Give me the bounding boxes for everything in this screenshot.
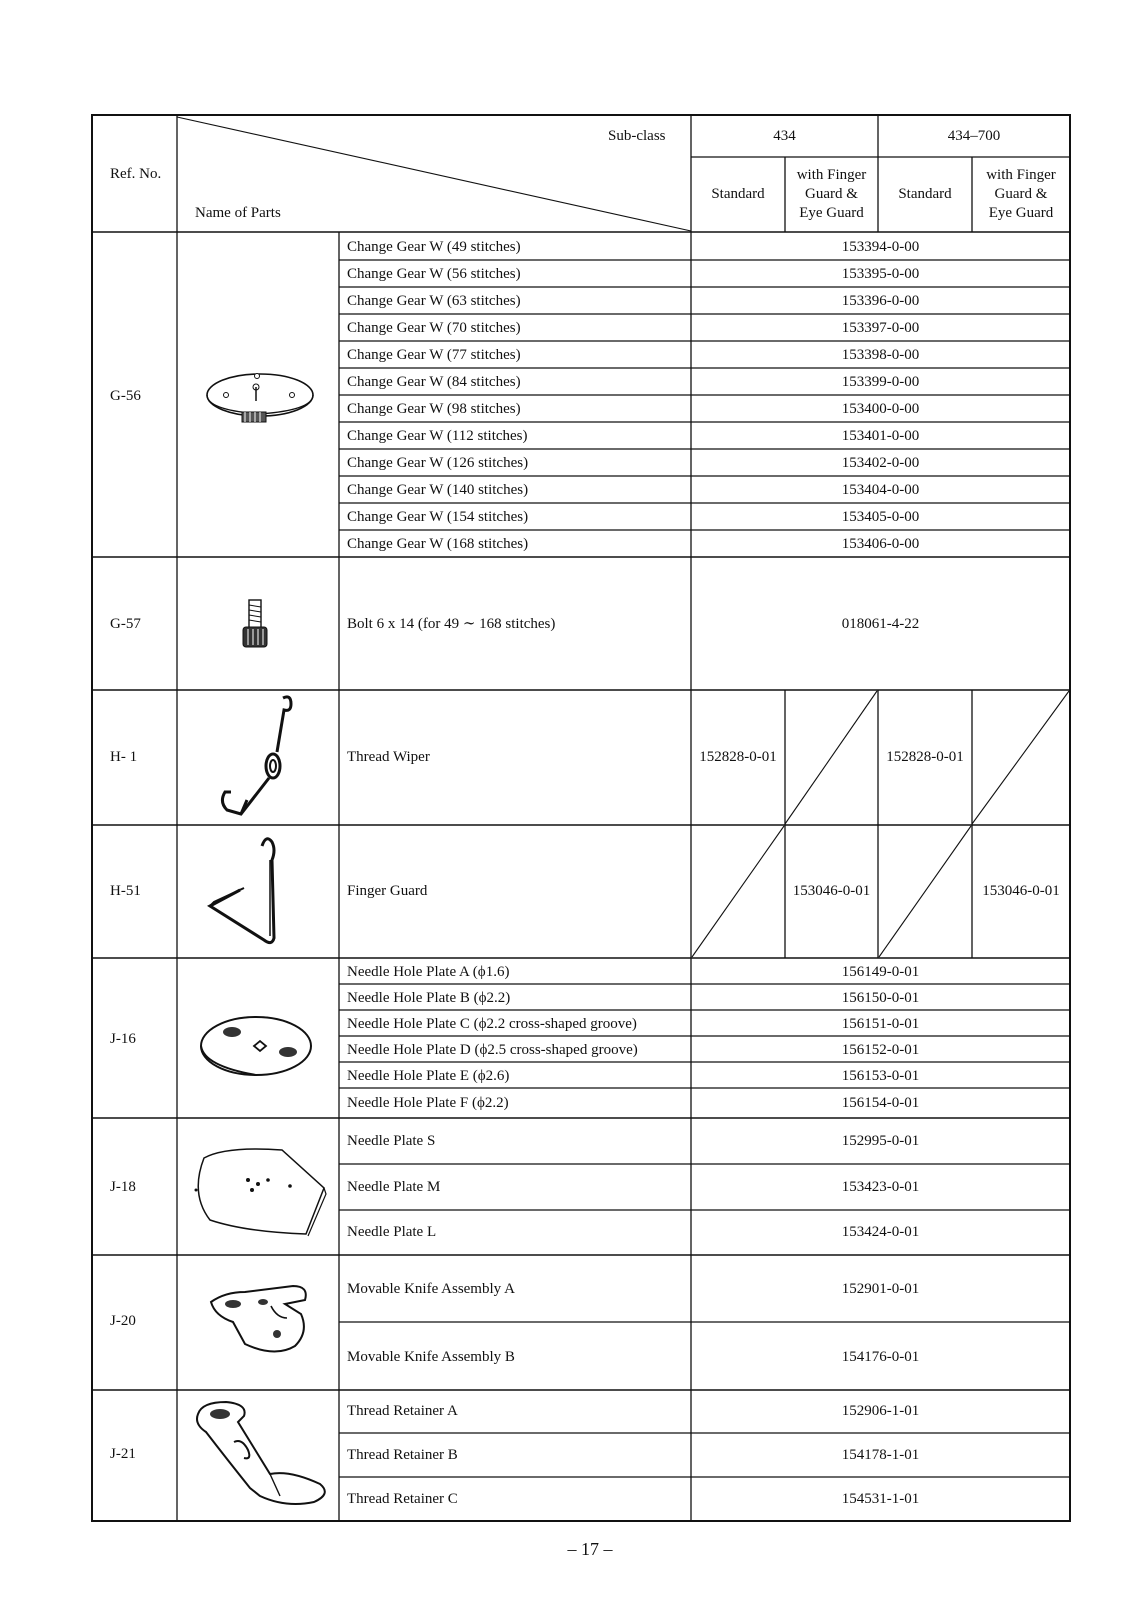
part-name: Needle Hole Plate F (ϕ2.2) [347, 1095, 509, 1111]
part-name: Needle Hole Plate B (ϕ2.2) [347, 990, 511, 1006]
part-number: 156149-0-01 [841, 964, 920, 980]
part-number-h51-434-700-fg: 153046-0-01 [982, 883, 1060, 899]
part-number-h1-434-standard: 152828-0-01 [699, 749, 777, 765]
header-434-700-standard: Standard [898, 186, 952, 202]
part-name: Thread Retainer B [347, 1447, 458, 1463]
part-name: Needle Hole Plate E (ϕ2.6) [347, 1068, 510, 1084]
ref-j20: J-20 [110, 1313, 136, 1329]
part-name: Change Gear W (77 stitches) [347, 347, 521, 363]
part-number: 156151-0-01 [841, 1016, 920, 1032]
part-name: Change Gear W (56 stitches) [347, 266, 521, 282]
thread-wiper-icon [205, 692, 300, 822]
part-number: 154176-0-01 [841, 1349, 920, 1365]
part-number: 153399-0-00 [841, 374, 920, 390]
part-name: Change Gear W (70 stitches) [347, 320, 521, 336]
change-gear-icon [200, 365, 320, 435]
part-number: 156152-0-01 [841, 1042, 920, 1058]
part-name: Change Gear W (49 stitches) [347, 239, 521, 255]
page-number: – 17 – [567, 1539, 613, 1559]
part-name: Change Gear W (140 stitches) [347, 482, 529, 498]
part-number: 153398-0-00 [841, 347, 920, 363]
part-name: Change Gear W (154 stitches) [347, 509, 529, 525]
ref-h1: H- 1 [110, 749, 138, 765]
part-number: 156153-0-01 [841, 1068, 920, 1084]
finger-guard-icon [200, 830, 300, 950]
part-name: Thread Retainer C [347, 1491, 458, 1507]
part-number: 153404-0-00 [841, 482, 920, 498]
part-number: 153396-0-00 [841, 293, 920, 309]
part-number-h1-434-700-standard: 152828-0-01 [886, 749, 964, 765]
part-name: Change Gear W (84 stitches) [347, 374, 521, 390]
part-name: Thread Retainer A [347, 1403, 458, 1419]
ref-g56: G-56 [110, 388, 141, 404]
part-number: 152906-1-01 [841, 1403, 920, 1419]
thread-retainer-icon [190, 1398, 335, 1514]
part-name: Change Gear W (112 stitches) [347, 428, 528, 444]
part-number: 153394-0-00 [841, 239, 920, 255]
header-434-with-finger-guard: with Finger Guard & Eye Guard [796, 167, 867, 221]
part-number: 152901-0-01 [841, 1281, 920, 1297]
part-name-finger-guard: Finger Guard [347, 883, 428, 899]
part-name: Change Gear W (126 stitches) [347, 455, 529, 471]
part-number: 153406-0-00 [841, 536, 920, 552]
part-number: 153401-0-00 [841, 428, 920, 444]
part-name: Change Gear W (98 stitches) [347, 401, 521, 417]
header-class-434-700: 434–700 [947, 128, 1001, 144]
part-name: Movable Knife Assembly A [347, 1281, 515, 1297]
part-number: 156154-0-01 [841, 1095, 920, 1111]
part-name: Movable Knife Assembly B [347, 1349, 515, 1365]
part-number: 154178-1-01 [841, 1447, 920, 1463]
ref-h51: H-51 [110, 883, 141, 899]
ref-j18: J-18 [110, 1179, 136, 1195]
part-name: Needle Hole Plate D (ϕ2.5 cross-shaped groove) [347, 1042, 638, 1058]
part-number: 152995-0-01 [841, 1133, 920, 1149]
part-number-bolt: 018061-4-22 [841, 616, 920, 632]
header-434-700-with-finger-guard: with Finger Guard & Eye Guard [986, 167, 1056, 221]
part-number: 153405-0-00 [841, 509, 920, 525]
needle-hole-plate-icon [196, 1010, 316, 1082]
header-ref-no: Ref. No. [110, 166, 162, 182]
part-name: Needle Hole Plate A (ϕ1.6) [347, 964, 510, 980]
part-number: 153423-0-01 [841, 1179, 920, 1195]
ref-g57: G-57 [110, 616, 141, 632]
part-number: 153397-0-00 [841, 320, 920, 336]
ref-j16: J-16 [110, 1031, 136, 1047]
header-name-of-parts: Name of Parts [195, 205, 281, 221]
part-number: 153395-0-00 [841, 266, 920, 282]
part-name-bolt: Bolt 6 x 14 (for 49 ∼ 168 stitches) [347, 616, 556, 632]
needle-plate-icon [186, 1138, 332, 1238]
part-name: Needle Plate L [347, 1224, 437, 1240]
part-number: 156150-0-01 [841, 990, 920, 1006]
header-class-434: 434 [773, 128, 796, 144]
part-name: Needle Plate S [347, 1133, 436, 1149]
bolt-icon [238, 596, 272, 652]
part-number: 153424-0-01 [841, 1224, 920, 1240]
header-sub-class: Sub-class [608, 128, 666, 144]
ref-j21: J-21 [110, 1446, 136, 1462]
movable-knife-icon [205, 1282, 317, 1362]
part-name: Needle Hole Plate C (ϕ2.2 cross-shaped groove) [347, 1016, 637, 1032]
header-434-standard: Standard [711, 186, 765, 202]
part-name: Change Gear W (168 stitches) [347, 536, 529, 552]
part-name: Needle Plate M [347, 1179, 441, 1195]
part-number: 153402-0-00 [841, 455, 920, 471]
part-number-h51-434-fg: 153046-0-01 [792, 883, 871, 899]
part-number: 154531-1-01 [841, 1491, 920, 1507]
part-name: Change Gear W (63 stitches) [347, 293, 521, 309]
part-name-thread-wiper: Thread Wiper [347, 749, 430, 765]
part-number: 153400-0-00 [841, 401, 920, 417]
